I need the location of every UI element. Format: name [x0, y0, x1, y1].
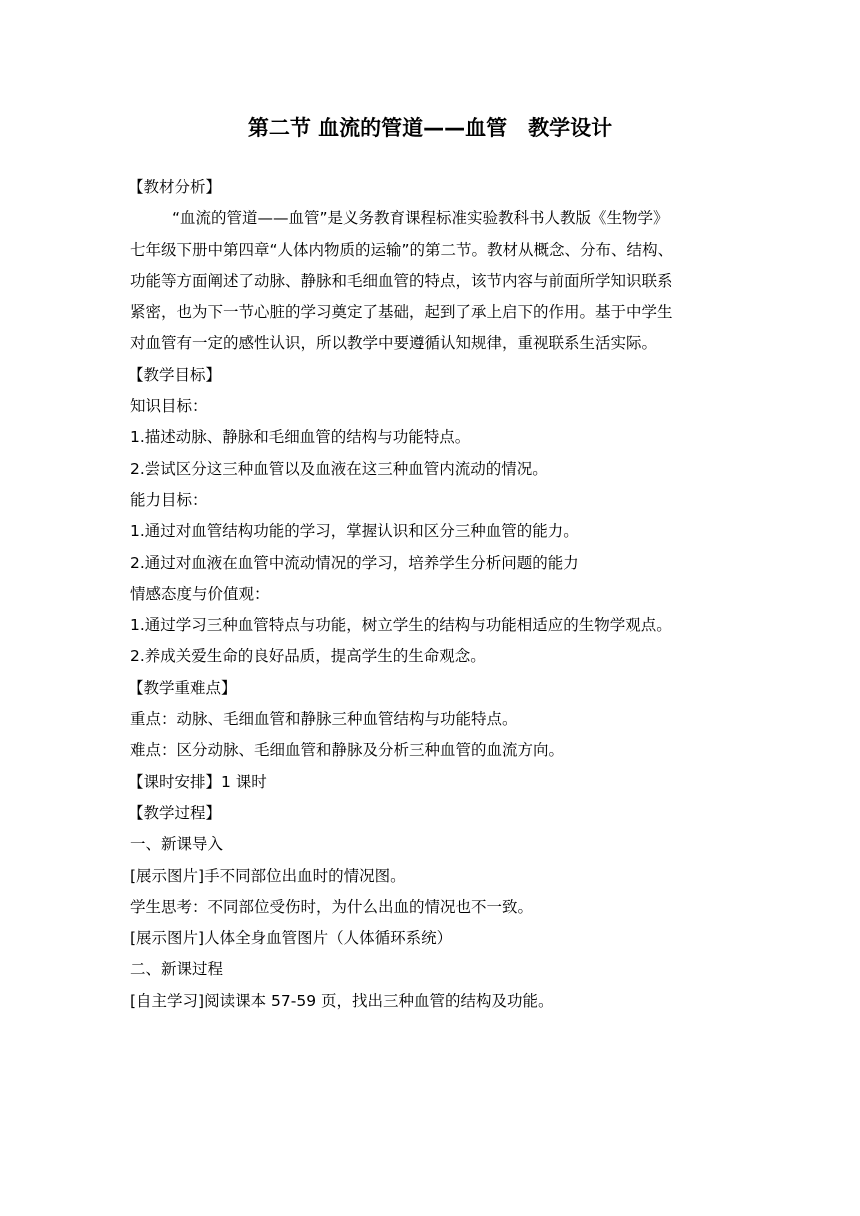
process-heading: 【教学过程】: [128, 803, 222, 822]
intro-line: [展示图片]人体全身血管图片（人体循环系统）: [130, 929, 453, 948]
emotion-goal-item: 1.通过学习三种血管特点与功能，树立学生的结构与功能相适应的生物学观点。: [130, 616, 672, 635]
analysis-paragraph-line: 对血管有一定的感性认识，所以教学中要遵循认知规律，重视联系生活实际。: [130, 334, 658, 353]
schedule-value: 1 课时: [221, 772, 267, 791]
schedule-row: [128, 767, 740, 798]
analysis-paragraph-line: 功能等方面阐述了动脉、静脉和毛细血管的特点，该节内容与前面所学知识联系: [130, 271, 673, 290]
emotion-goals-label: 情感态度与价值观：: [130, 584, 270, 603]
analysis-heading: 【教材分析】: [128, 178, 222, 196]
schedule-heading: 【课时安排】: [128, 772, 222, 791]
knowledge-goals-label: 知识目标：: [130, 397, 208, 416]
intro-line: [展示图片]手不同部位出血时的情况图。: [130, 866, 406, 885]
goals-heading: 【教学目标】: [128, 365, 222, 384]
ability-goal-item: 1.通过对血管结构功能的学习，掌握认识和区分三种血管的能力。: [130, 522, 579, 541]
key-point: 重点：动脉、毛细血管和静脉三种血管结构与功能特点。: [130, 710, 518, 729]
intro-heading: 一、新课导入: [130, 835, 224, 854]
difficult-point: 难点：区分动脉、毛细血管和静脉及分析三种血管的血流方向。: [130, 741, 565, 760]
knowledge-goal-item: 2.尝试区分这三种血管以及血液在这三种血管内流动的情况。: [130, 459, 548, 478]
document-body: [130, 172, 740, 1017]
new-lesson-heading: 二、新课过程: [130, 960, 224, 979]
analysis-paragraph-line: 七年级下册中第四章“人体内物质的运输”的第二节。教材从概念、分布、结构、: [130, 240, 674, 259]
analysis-paragraph-line: “血流的管道——血管”是义务教育课程标准实验教科书人教版《生物学》: [172, 209, 669, 228]
knowledge-goal-item: 1.描述动脉、静脉和毛细血管的结构与功能特点。: [130, 428, 471, 447]
document-title: 第二节 血流的管道——血管 教学设计: [247, 116, 613, 140]
intro-line: 学生思考：不同部位受伤时，为什么出血的情况也不一致。: [130, 897, 534, 916]
analysis-paragraph-line: 紧密，也为下一节心脏的学习奠定了基础，起到了承上启下的作用。基于中学生: [130, 303, 673, 322]
ability-goal-item: 2.通过对血液在血管中流动情况的学习，培养学生分析问题的能力: [130, 553, 579, 572]
emotion-goal-item: 2.养成关爱生命的良好品质，提高学生的生命观念。: [130, 647, 486, 666]
ability-goals-label: 能力目标：: [130, 490, 208, 509]
key-points-heading: 【教学重难点】: [128, 678, 237, 697]
new-lesson-line: [自主学习]阅读课本 57-59 页，找出三种血管的结构及功能。: [130, 991, 554, 1010]
